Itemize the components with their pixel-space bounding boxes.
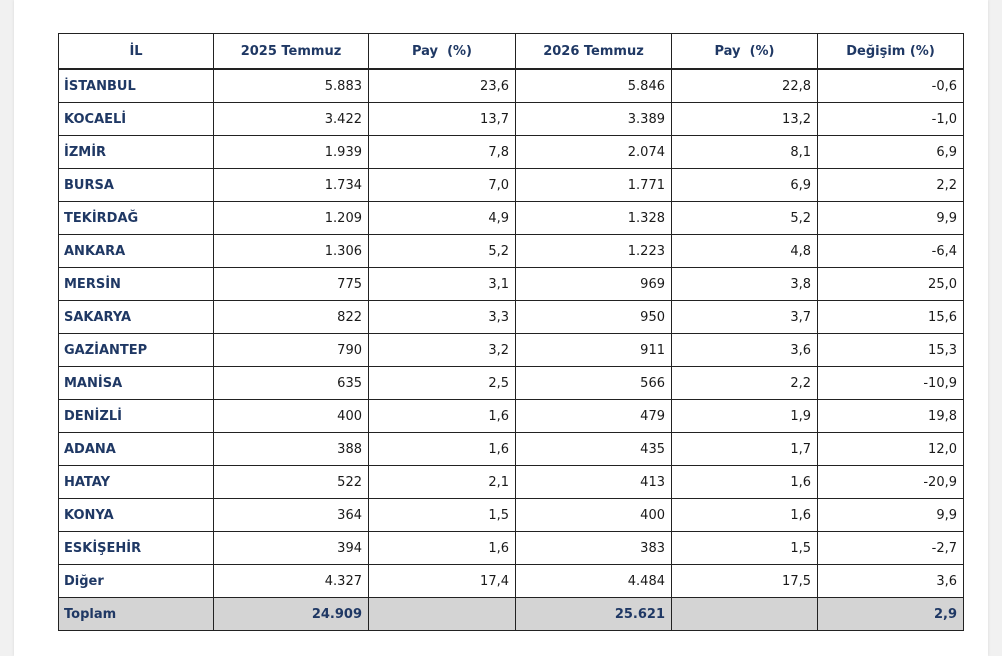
value-2025: 790 [214, 334, 369, 367]
change-percent: -10,9 [818, 367, 964, 400]
table-row [59, 433, 964, 466]
change-percent: 15,6 [818, 301, 964, 334]
table-row [59, 103, 964, 136]
value-2025: 1.209 [214, 202, 369, 235]
province-data-table [58, 33, 964, 631]
total-pay-2025 [369, 598, 516, 631]
table-row [59, 499, 964, 532]
value-2026: 413 [516, 466, 672, 499]
share-2026: 4,8 [672, 235, 818, 268]
share-2025: 3,1 [369, 268, 516, 301]
province-name: İSTANBUL [59, 69, 214, 103]
share-2025: 3,3 [369, 301, 516, 334]
change-percent: -1,0 [818, 103, 964, 136]
province-name: ADANA [59, 433, 214, 466]
value-2025: 522 [214, 466, 369, 499]
share-2025: 1,5 [369, 499, 516, 532]
change-percent: 6,9 [818, 136, 964, 169]
change-percent: 19,8 [818, 400, 964, 433]
value-2026: 950 [516, 301, 672, 334]
province-name: Diğer [59, 565, 214, 598]
change-percent: -20,9 [818, 466, 964, 499]
value-2025: 1.939 [214, 136, 369, 169]
province-name: GAZİANTEP [59, 334, 214, 367]
province-name: TEKİRDAĞ [59, 202, 214, 235]
value-2025: 388 [214, 433, 369, 466]
share-2025: 13,7 [369, 103, 516, 136]
province-name: MERSİN [59, 268, 214, 301]
table-body [59, 69, 964, 631]
total-row [59, 598, 964, 631]
share-2025: 7,8 [369, 136, 516, 169]
value-2025: 3.422 [214, 103, 369, 136]
table-row [59, 202, 964, 235]
share-2025: 23,6 [369, 69, 516, 103]
header-degisim: Değişim (%) [818, 34, 964, 70]
table-row [59, 268, 964, 301]
value-2026: 400 [516, 499, 672, 532]
change-percent: -0,6 [818, 69, 964, 103]
value-2026: 3.389 [516, 103, 672, 136]
share-2026: 8,1 [672, 136, 818, 169]
share-2025: 5,2 [369, 235, 516, 268]
header-2025-temmuz: 2025 Temmuz [214, 34, 369, 70]
change-percent: 12,0 [818, 433, 964, 466]
province-name: HATAY [59, 466, 214, 499]
total-pay-2026 [672, 598, 818, 631]
change-percent: 15,3 [818, 334, 964, 367]
value-2025: 635 [214, 367, 369, 400]
province-name: İZMİR [59, 136, 214, 169]
value-2026: 566 [516, 367, 672, 400]
province-name: DENİZLİ [59, 400, 214, 433]
document-page [14, 0, 988, 656]
share-2025: 1,6 [369, 532, 516, 565]
province-name: BURSA [59, 169, 214, 202]
table-row [59, 466, 964, 499]
table-row [59, 235, 964, 268]
province-name: ESKİŞEHİR [59, 532, 214, 565]
change-percent: 2,2 [818, 169, 964, 202]
province-name: KOCAELİ [59, 103, 214, 136]
value-2026: 2.074 [516, 136, 672, 169]
table-row [59, 400, 964, 433]
value-2025: 364 [214, 499, 369, 532]
change-percent: 3,6 [818, 565, 964, 598]
table-row [59, 169, 964, 202]
value-2026: 383 [516, 532, 672, 565]
value-2026: 4.484 [516, 565, 672, 598]
share-2026: 1,9 [672, 400, 818, 433]
share-2025: 1,6 [369, 433, 516, 466]
value-2026: 479 [516, 400, 672, 433]
value-2026: 911 [516, 334, 672, 367]
share-2025: 17,4 [369, 565, 516, 598]
share-2026: 1,6 [672, 466, 818, 499]
province-name: ANKARA [59, 235, 214, 268]
share-2026: 3,6 [672, 334, 818, 367]
share-2026: 1,6 [672, 499, 818, 532]
value-2025: 394 [214, 532, 369, 565]
header-2026-temmuz: 2026 Temmuz [516, 34, 672, 70]
total-2026: 25.621 [516, 598, 672, 631]
total-label: Toplam [59, 598, 214, 631]
value-2026: 1.771 [516, 169, 672, 202]
value-2025: 1.734 [214, 169, 369, 202]
value-2026: 435 [516, 433, 672, 466]
table-row [59, 301, 964, 334]
header-pay-2025: Pay (%) [369, 34, 516, 70]
share-2026: 3,8 [672, 268, 818, 301]
share-2026: 17,5 [672, 565, 818, 598]
value-2026: 1.328 [516, 202, 672, 235]
value-2025: 1.306 [214, 235, 369, 268]
value-2026: 969 [516, 268, 672, 301]
value-2026: 5.846 [516, 69, 672, 103]
value-2026: 1.223 [516, 235, 672, 268]
share-2025: 4,9 [369, 202, 516, 235]
table-row [59, 69, 964, 103]
share-2025: 7,0 [369, 169, 516, 202]
share-2026: 1,7 [672, 433, 818, 466]
share-2026: 13,2 [672, 103, 818, 136]
header-pay-2026: Pay (%) [672, 34, 818, 70]
share-2026: 3,7 [672, 301, 818, 334]
change-percent: 25,0 [818, 268, 964, 301]
change-percent: -2,7 [818, 532, 964, 565]
header-il: İL [59, 34, 214, 70]
share-2025: 2,5 [369, 367, 516, 400]
change-percent: 9,9 [818, 499, 964, 532]
value-2025: 822 [214, 301, 369, 334]
total-2025: 24.909 [214, 598, 369, 631]
change-percent: -6,4 [818, 235, 964, 268]
share-2026: 1,5 [672, 532, 818, 565]
total-degisim: 2,9 [818, 598, 964, 631]
share-2026: 2,2 [672, 367, 818, 400]
share-2026: 22,8 [672, 69, 818, 103]
table-row [59, 565, 964, 598]
province-name: KONYA [59, 499, 214, 532]
value-2025: 4.327 [214, 565, 369, 598]
value-2025: 775 [214, 268, 369, 301]
table-header-row [59, 34, 964, 70]
share-2026: 5,2 [672, 202, 818, 235]
table-row [59, 136, 964, 169]
province-name: MANİSA [59, 367, 214, 400]
share-2025: 1,6 [369, 400, 516, 433]
share-2025: 2,1 [369, 466, 516, 499]
value-2025: 400 [214, 400, 369, 433]
share-2026: 6,9 [672, 169, 818, 202]
table-row [59, 532, 964, 565]
share-2025: 3,2 [369, 334, 516, 367]
change-percent: 9,9 [818, 202, 964, 235]
province-name: SAKARYA [59, 301, 214, 334]
value-2025: 5.883 [214, 69, 369, 103]
table-row [59, 367, 964, 400]
table-row [59, 334, 964, 367]
